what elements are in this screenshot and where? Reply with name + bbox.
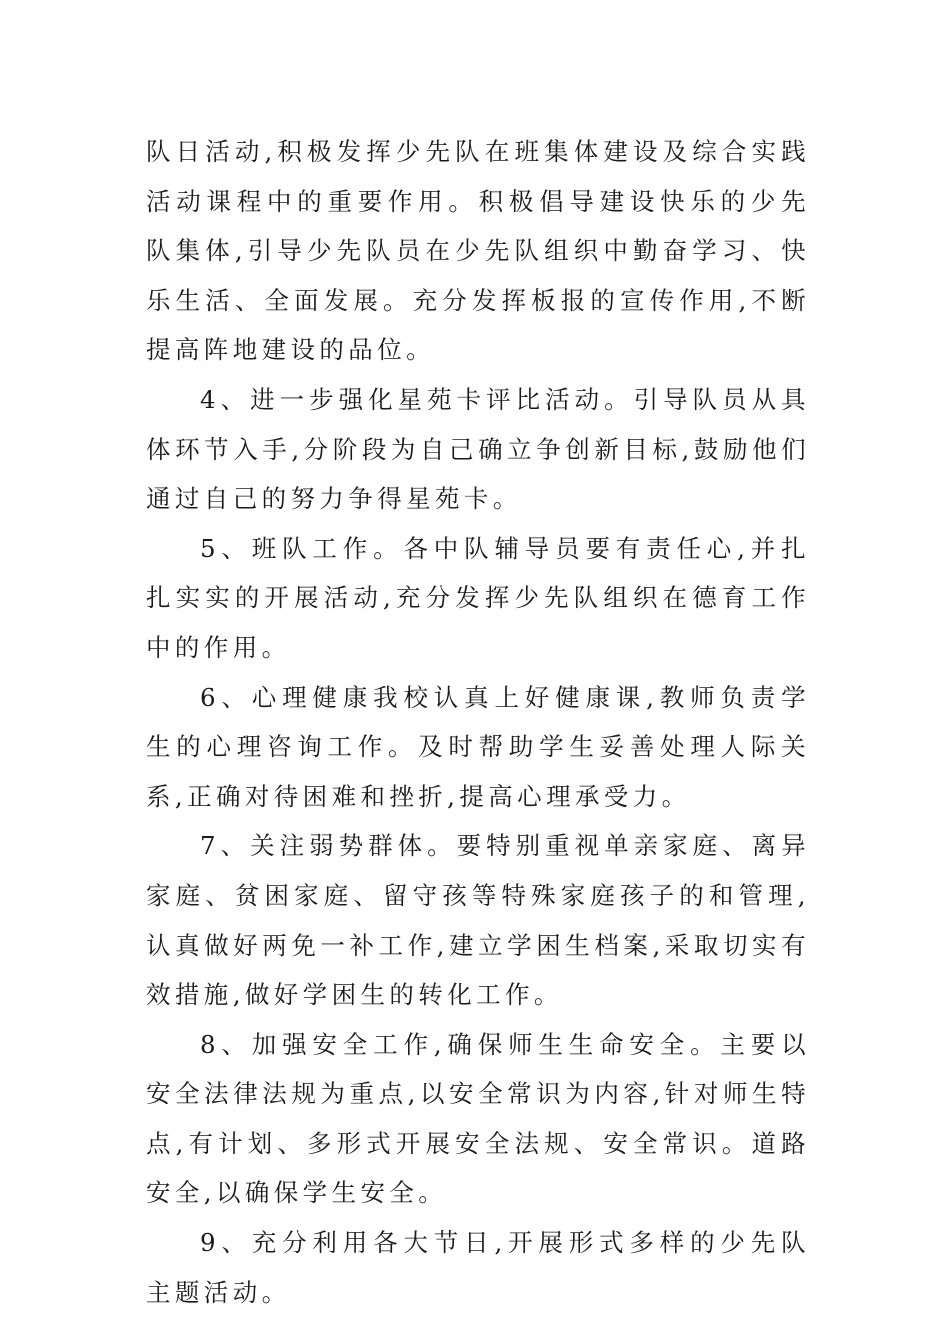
document-body xyxy=(146,127,810,1317)
paragraph-item-7: 7、关注弱势群体。要特别重视单亲家庭、离异家庭、贫困家庭、留守孩等特殊家庭孩子的和管理,认真做好两免一补工作,建立学困生档案,采取切实有效措施,做好学困生的转化工作。 xyxy=(146,831,810,1010)
paragraph-item-4: 4、进一步强化星苑卡评比活动。引导队员从具体环节入手,分阶段为自己确立争创新目标,鼓励他们通过自己的努力争得星苑卡。 xyxy=(146,384,810,514)
paragraph-continuation: 队日活动,积极发挥少先队在班集体建设及综合实践活动课程中的重要作用。积极倡导建设快乐的少先队集体,引导少先队员在少先队组织中勤奋学习、快乐生活、全面发展。充分发挥板报的宣传作用,不断提高阵地建设的品位。 xyxy=(146,137,810,365)
paragraph-item-6: 6、心理健康我校认真上好健康课,教师负责学生的心理咨询工作。及时帮助学生妥善处理人际关系,正确对待困难和挫折,提高心理承受力。 xyxy=(146,682,810,811)
paragraph-item-9: 9、充分利用各大节日,开展形式多样的少先队主题活动。 xyxy=(146,1228,810,1307)
paragraph-item-8: 8、加强安全工作,确保师生生命安全。主要以安全法律法规为重点,以安全常识为内容,针对师生特点,有计划、多形式开展安全法规、安全常识。道路安全,以确保学生安全。 xyxy=(146,1029,810,1208)
paragraph-item-5: 5、班队工作。各中队辅导员要有责任心,并扎扎实实的开展活动,充分发挥少先队组织在德育工作中的作用。 xyxy=(146,533,810,662)
